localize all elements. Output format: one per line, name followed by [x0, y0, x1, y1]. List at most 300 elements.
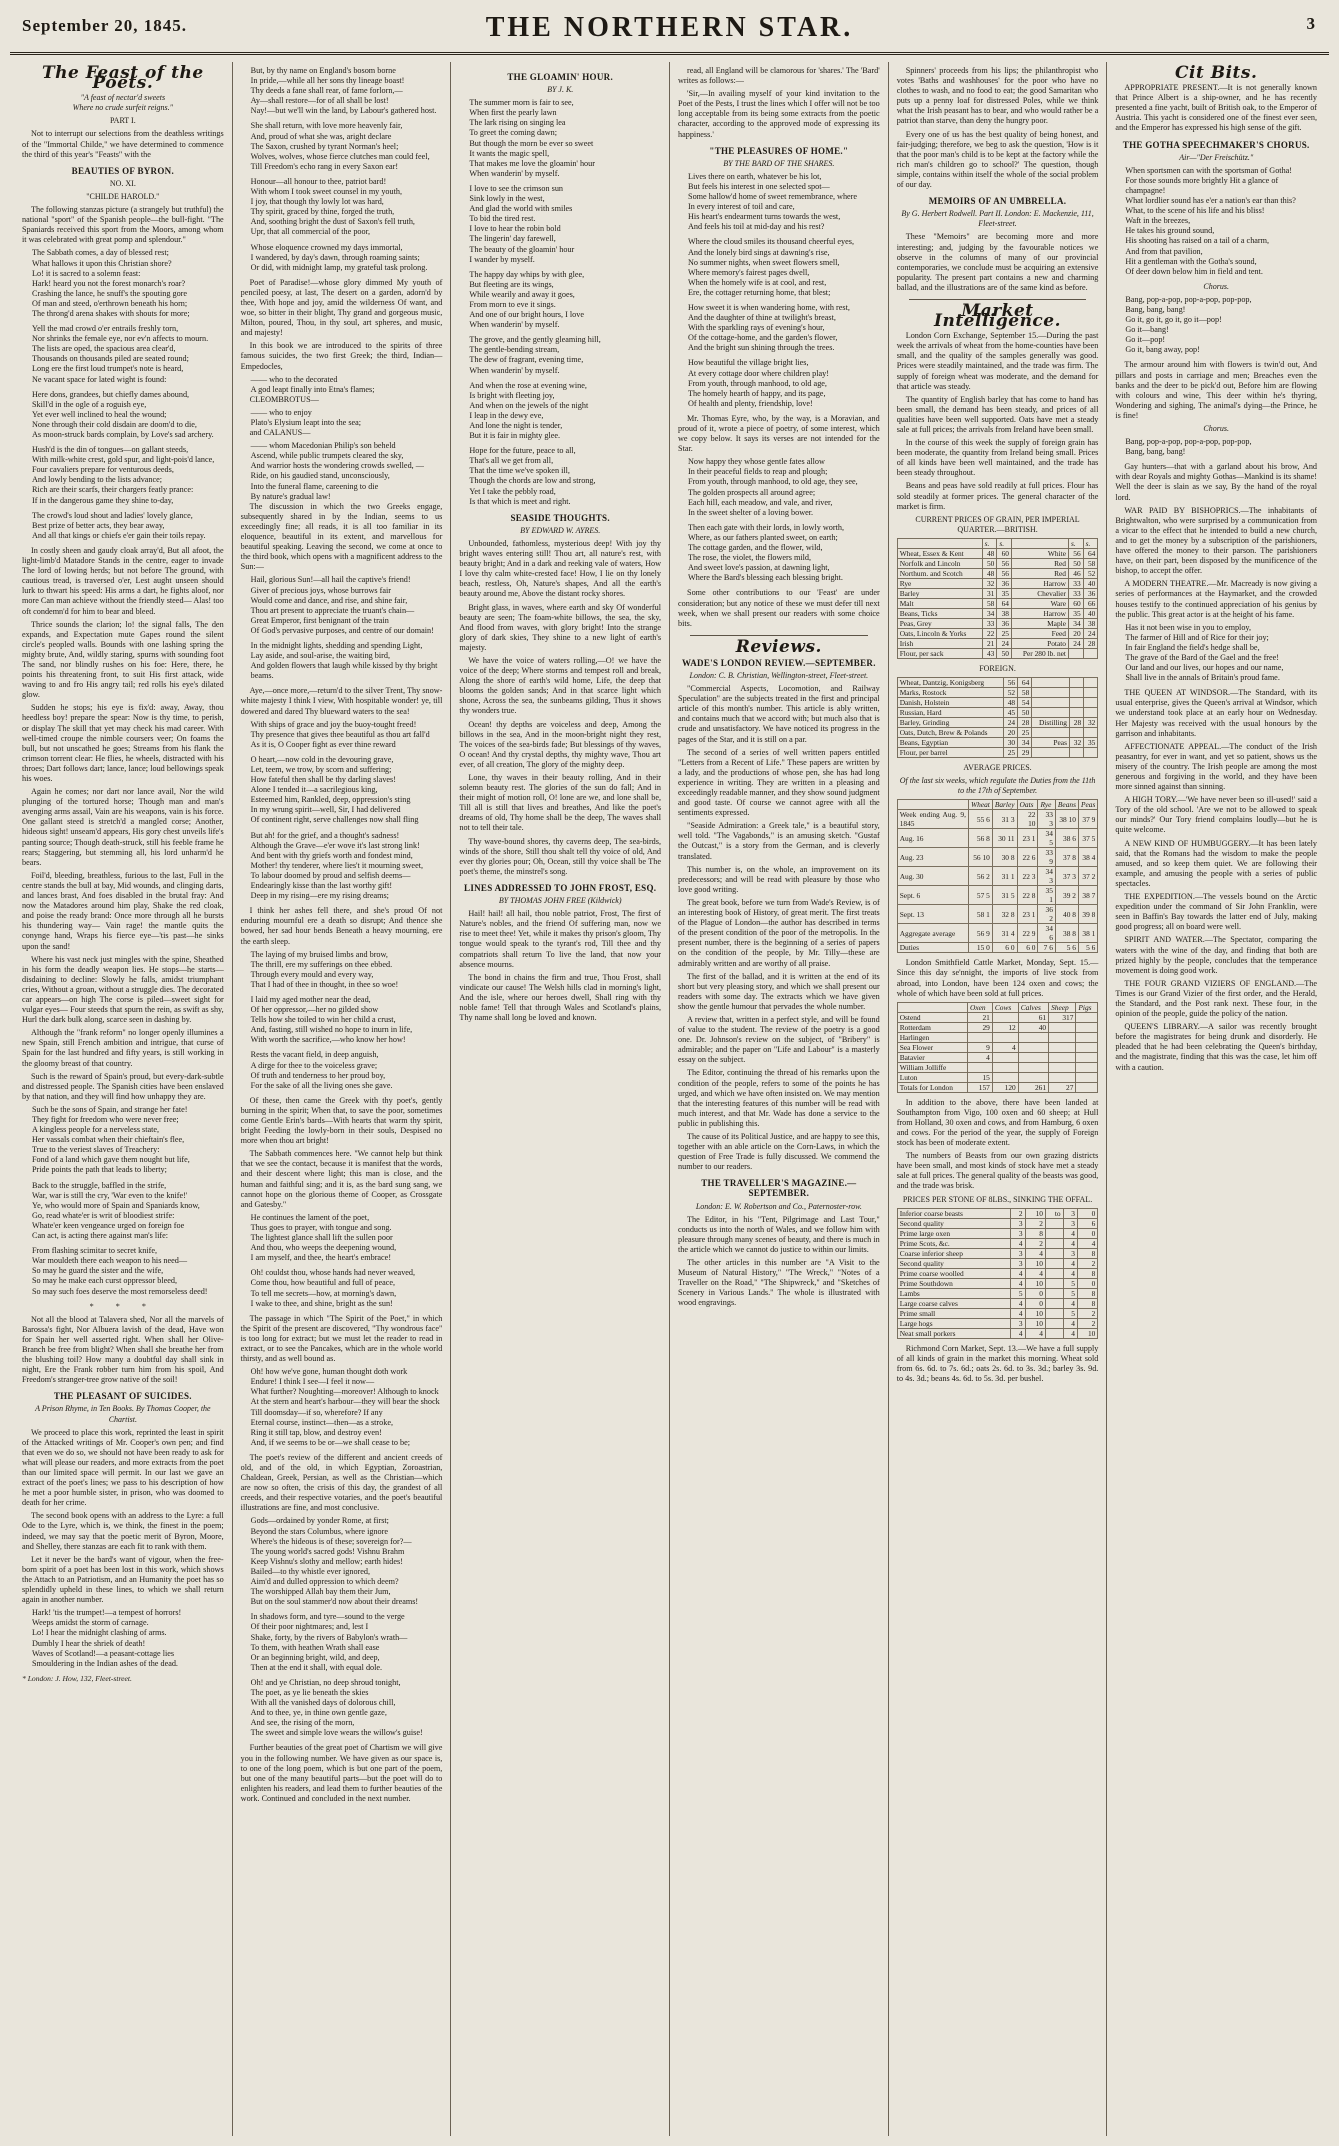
verse-line: Yet I take the pebbly road, [469, 486, 556, 496]
verse-line: Wolves, wolves, whose fierce clutches man could feel, [250, 151, 430, 161]
verse-line: The lingerin' day farewell, [469, 234, 556, 244]
table-cell [1045, 1278, 1063, 1288]
table-cell: 4 [1025, 1268, 1045, 1278]
table-cell: 34 5 [1038, 829, 1055, 848]
table-cell [1069, 698, 1083, 708]
table-row [897, 1042, 1098, 1052]
table-cell: 4 [1025, 1328, 1045, 1338]
table-row [897, 1278, 1098, 1288]
verse-line: And from that pavilion, [1125, 246, 1203, 256]
table-cell: 33 [1068, 578, 1083, 588]
table-cell: 34 3 [1038, 867, 1055, 886]
verse-line: What further? Noughting—moreover! Although to knock [250, 1387, 439, 1397]
review-title: WADE'S LONDON REVIEW.—SEPTEMBER. [681, 657, 876, 668]
table-cell: 4 [1063, 1268, 1077, 1278]
table-cell: Week ending Aug. 9, 1845 [897, 810, 968, 829]
verse-line: Each hill, each meadow, and vale, and river, [688, 497, 833, 507]
verse-line: Go it, bang away, pop! [1125, 345, 1200, 355]
average-prices-table [897, 799, 1099, 953]
verse-line: The thrill, ere my sufferings on thee ebbed. [250, 959, 393, 969]
table-cell [968, 1062, 993, 1072]
paragraph: In costly sheen and gaudy cloak array'd, But all afoot, the light-limb'd Matadore Stands in the centre, eager to invade The lord of lowing herds; but not before The ground, with cautious tread, is traversed o'er, Lest aught unseen should lurk to thwart his speed: His arms a dart, he fights aloof, nor more Can man achieve without the friendly steed— Alas! too oft condemn'd for him to bear and bleed. [22, 545, 224, 616]
table-row [897, 698, 1098, 708]
table-cell: Northum. and Scotch [897, 568, 982, 578]
stanza [241, 1516, 443, 1607]
table-row [897, 943, 1098, 953]
table-cell [968, 1032, 993, 1042]
verse-line: With worth the sacrifice,—who know her how! [250, 1035, 406, 1045]
verse-line: Lives there on earth, whatever be his lot, [688, 171, 822, 181]
table-cell: 5 [1063, 1308, 1077, 1318]
verse-line: And the lonely bird sings at dawning's rise, [688, 247, 830, 257]
table-cell: 6 [1077, 1218, 1097, 1228]
table-cell: 4 [1063, 1298, 1077, 1308]
verse-line: And all that kings or chiefs e'er gain their toils repay. [32, 530, 206, 540]
issue-date: September 20, 1845. [22, 16, 188, 35]
table-cell: 50 [982, 558, 997, 568]
table-cell [1076, 1082, 1098, 1092]
table-cell: 3 [1063, 1208, 1077, 1218]
verse-line: How fateful then shall be thy darling slaves! [250, 775, 396, 785]
table-cell: Sept. 6 [897, 886, 968, 905]
table-row [897, 598, 1098, 608]
paragraph: We have the voice of waters rolling,—O! we have the voice of the deep; Where storms and tempest roll and break, Along the shore of earth's wild home, Life, the deep that blooms the golden sands; And in that scarce light which shone, Across the sea, the sunbeams gilding, Thus it shows thy wonders true. [459, 655, 662, 716]
verse-line: That makes me love the gloamin' hour [469, 158, 595, 168]
verse-line: In shadows form, and tyre—sound to the verge [250, 1612, 405, 1622]
table-cell: 10 [1025, 1308, 1045, 1318]
verse-line: The Sabbath comes, a day of blessed rest; [32, 248, 169, 258]
table-cell: 35 1 [1038, 886, 1055, 905]
verse-line: How beautiful the village bright lies, [688, 358, 809, 368]
table-row [897, 1012, 1098, 1022]
table-cell [992, 1032, 1018, 1042]
table-cell: 24 [1003, 718, 1017, 728]
paragraph: The quantity of English barley that has come to hand has been small, the demand has been steady, and prices of all qualities have been well supported. Oats have met a steady sale at full prices; the arrivals from Ireland have been small. [896, 394, 1099, 434]
verse-line: Yet ever well inclined to heal the wound; [32, 409, 167, 419]
table-cell: 4 [1011, 1278, 1025, 1288]
table-cell: Prime small [897, 1308, 1011, 1318]
poem [241, 950, 443, 1091]
verse-line: Go it, go it, go it, go it—pop! [1125, 315, 1222, 325]
verse-line: But on the soul stammer'd now about their dreams! [250, 1597, 419, 1607]
verse-line: That the time we've spoken ill, [469, 466, 570, 476]
table-row [897, 829, 1098, 848]
paragraph: AFFECTIONATE APPEAL.—The conduct of the Irish peasantry, for ever in want, and yet so patient, shows us the misery of the country. The Irish people are among the most generous and forgiving in the world, and they have been more sinned against than sinning. [1115, 741, 1318, 792]
table-cell: 6 0 [992, 943, 1017, 953]
stanza [241, 1367, 443, 1448]
verse-line: Then each gate with their lords, in lowly worth, [688, 522, 844, 532]
table-cell: 28 [1083, 638, 1098, 648]
paragraph: Such is the reward of Spain's proud, but every-dark-subtle and distressed people. The Spanish cities have been enslaved by that nation, and they will find how unhappy they are. [22, 1071, 224, 1101]
verse-line: As moon-struck bards complain, by Love's sad archery. [32, 430, 214, 439]
verse-line: Yell the mad crowd o'er entrails freshly torn, [32, 324, 179, 334]
table-cell: 10 [1025, 1318, 1045, 1328]
verse-line: In their peaceful fields to reap and plough; [688, 467, 828, 477]
table-cell [1084, 708, 1098, 718]
column-5 [888, 62, 1107, 2136]
paragraph: Not all the blood at Talavera shed, Nor all the marvels of Barossa's fight, Nor Albuera lavish of the dead, Have won for Spain her well asserted right. When shall her Olive-Branch be free from blight? When shall she breathe her from the blushing toil? How many a doubtful day shall sink in night, Ere the Frank robber turn him from his spoil, And Freedom's stranger-tree grow native of the soil! [22, 1314, 224, 1385]
table-cell [1032, 678, 1070, 688]
verse-line: Can act, is acting there against man's life: [32, 1231, 169, 1241]
verse-line: None through their cold disdain are doom'd to die, [32, 419, 197, 429]
table-cell: Irish [897, 638, 982, 648]
table-header-cell [1012, 538, 1069, 548]
paragraph: The first of the ballad, and it is written at the end of its short but very pleasing story, and which we shall present our readers with some day. The extracts which we have given show the gentle humour that pervades the whole number. [678, 971, 880, 1011]
stanza [241, 995, 443, 1045]
table-cell [1084, 728, 1098, 738]
verse-line: Thy deeds a fane shall rear, of fame forlorn,— [250, 86, 403, 96]
table-row [897, 1258, 1098, 1268]
verse-line: Where the cloud smiles its thousand cheerful eyes, [688, 237, 854, 247]
table-cell: William Jolliffe [897, 1062, 967, 1072]
table-cell: Ware [1012, 598, 1069, 608]
verse-line: The crowd's loud shout and ladies' lovely glance, [32, 510, 193, 520]
poem-byline: BY THOMAS JOHN FREE (Kildwick) [498, 896, 622, 906]
verse-line: Tells how she toiled to win her child a crust, [250, 1015, 396, 1025]
table-cell: 28 [1069, 718, 1083, 728]
table-header-cell: Barley [992, 800, 1017, 810]
table-row [897, 648, 1098, 658]
page-number: 3 [1306, 14, 1315, 33]
verse-line: Bang, pop-a-pop, pop-a-pop, pop-pop, [1125, 294, 1252, 304]
verse-line: At every cottage door where children play! [688, 368, 829, 378]
table-cell: Prime Scots, &c. [897, 1238, 1011, 1248]
verse-line: From youth, through manhood, to old age, [688, 378, 827, 388]
verse-line: From youth, through manhood, to old age, they see, [688, 477, 858, 487]
poem-byline: BY THE BARD OF THE SHARES. [723, 158, 835, 168]
newspaper-title: THE NORTHERN STAR. [485, 12, 854, 43]
poem-title: THE GOTHA SPEECHMAKER'S CHORUS. [1122, 139, 1310, 150]
table-row [897, 568, 1098, 578]
table-cell [1032, 748, 1070, 758]
stanza [459, 446, 661, 507]
paragraph: "Commercial Aspects, Locomotion, and Railway Speculation" are the subjects treated in the first and principal article of this month's number. This article is ably written, and contains much that we accord with; but much also that is crude and unsatisfactory. We have noticed its progress in the pages of the Star, and it is still on a par. [678, 684, 880, 744]
table-cell: 5 [1011, 1288, 1025, 1298]
table-cell: 8 [1077, 1288, 1097, 1298]
grain-prices-table [897, 538, 1099, 659]
table-cell: 48 [982, 548, 997, 558]
table-cell [1049, 1052, 1076, 1062]
paragraph: SPIRIT AND WATER.—The Spectator, comparing the waters with the wine of the day, and finding that both are prized highly by the people, concludes that the temperance movement is doing good work. [1115, 935, 1318, 975]
paragraph: Unbounded, fathomless, mysterious deep! With joy thy bright waves entering still! Thou art, all nature's rest, with beauty bright; And in a dark and reeking vale of waters, How I love thy calm white-crested face! How, I lie on thy lonely beach, restless, Oh, Nature's shapes, And all the earth's beauty around me, Above the distant rocky shores. [459, 538, 662, 599]
paragraph: The poet's review of the different and ancient creeds of old, and of the old, in which Egyptian, Zoroastrian, Chaldean, Greek, Persian, as well as the Christian—which are now so often, the crisis of this day, the grandest of all creeds, and their respective votaries, and the poet's beautiful illustrations are fine, and most conclusive. [240, 1452, 443, 1513]
paragraph: Sudden he stops; his eye is fix'd: away, Away, thou heedless boy! prepare the spear: Now is thy time, to perish, or display The skill that yet may check his mad career. With well-timed croupe the nimble coursers veer; On foams the bull, but not unscathed he goes; Streams from his flank the crimson torrent clear: He flies, he wheels, distracted with his throes; Dart follows dart; lance, lance; loud bellowings speak his woes. [22, 703, 224, 783]
verse-line: Go, read whate'er is writ of bloodiest strife: [32, 1210, 175, 1220]
paragraph: The discussion in which the two Greeks engage, subsequently shared in by the Indian, seems to us exceedingly fine; all reads, it is all too familiar in its eloquence, beautiful in its extent, and marvellous for beautiful speaking. Leaving the second, we come at once to the third book, which opens with a magnificent address to the Sun:— [240, 501, 443, 572]
masthead-rule [10, 52, 1329, 55]
verse-line: Gods—ordained by yonder Rome, at first; [250, 1516, 389, 1526]
verse-line: I wake to thee, and shine, bright as the sun! [250, 1298, 393, 1308]
table-cell: 36 [997, 578, 1012, 588]
table-cell [1076, 1052, 1098, 1062]
table-cell [1084, 698, 1098, 708]
verse-line: With all the vanished days of dolorous chill, [250, 1698, 396, 1708]
stanza [459, 335, 661, 375]
verse-line: Upr, that all commercial of the poor, [250, 227, 371, 237]
footnote: * London: J. How, 132, Fleet-street. [22, 1673, 132, 1683]
verse-line: Back to the struggle, baffled in the strife, [32, 1180, 167, 1190]
verse-line: Then at the end it shall, with equal dole. [250, 1662, 383, 1672]
verse-line: True to the veriest slaves of Treachery: [32, 1145, 160, 1155]
paragraph: Every one of us has the best quality of being honest, and fair-judging; therefore, we beg to ask the question, 'How is it that the poor man's child is to be kept at the factory while the rich man's children go to school?' The question, though simple, contains within itself the whole of the social problem of our day. [896, 129, 1099, 190]
table-cell: 120 [992, 1082, 1018, 1092]
verse-line: Pride points the path that leads to liberty; [32, 1165, 167, 1175]
table-cell: 52 [1083, 568, 1098, 578]
verse-line: And, proud of what she was, aright declare [250, 131, 392, 141]
table-row [897, 608, 1098, 618]
table-cell: Distilling [1032, 718, 1070, 728]
poem [241, 1367, 443, 1448]
table-header-cell [897, 1002, 967, 1012]
verse-line: Has it not been wise in you to employ, [1125, 622, 1252, 632]
table-cell: 8 [1077, 1268, 1097, 1278]
verse-line: Lo! it is sacred to a solemn feast: [32, 268, 141, 278]
table-header-cell: Cows [992, 1002, 1018, 1012]
table-cell: 48 [982, 568, 997, 578]
verse-line: Great Emperor, first benignant of the train [250, 615, 389, 625]
table-cell: 22 [982, 628, 997, 638]
paragraph: Richmond Corn Market, Sept. 13.—We have a full supply of all kinds of grain in the market this morning. Wheat sold from 6s. 6d. to 7s. 6d.; oats 2s. 6d. to 3s. 3d.; barley 3s. 9d. to 4s. 3d.; beans 4s. 6d. to 5s. 3d. per bushel. [896, 1343, 1099, 1383]
verse-line: Ere, the cottager returning home, that blest; [688, 287, 831, 297]
table-cell: 4 [968, 1052, 993, 1062]
table-row [897, 1248, 1098, 1258]
table-cell [1032, 698, 1070, 708]
verse-line: In fair England the field's hedge shall be, [1125, 642, 1260, 652]
verse-line: The summer morn is fair to see, [469, 98, 574, 108]
verse-line: Of their poor nightmares; and, lest I [250, 1622, 369, 1632]
stanza [1115, 166, 1317, 277]
verse-line: Bang, bang, bang! [1125, 304, 1186, 314]
table-cell: Wheat, Essex & Kent [897, 548, 982, 558]
column-1 [14, 62, 232, 2136]
table-row [897, 810, 1098, 829]
verse-line: I love to see the crimson sun [469, 183, 564, 193]
stanza [22, 248, 224, 319]
cattle-imports-table [897, 1002, 1099, 1093]
paragraph: The second book opens with an address to the Lyre: a full Ode to the Lyre, which is, we think, the finest in the poem; indeed, we may say that the poetic merit of Byron, Moore, and Shelley, there stanzas are each fit to rank with them. [22, 1511, 224, 1551]
table-cell: 36 [1083, 588, 1098, 598]
table-cell: 10 [1025, 1258, 1045, 1268]
table-row [897, 638, 1098, 648]
table-cell [1045, 1268, 1063, 1278]
verse-line: Thy presence that gives thee beautiful as thou art fall'd [250, 729, 430, 739]
table-row [897, 708, 1098, 718]
table-cell: 23 1 [1017, 905, 1038, 924]
poem [678, 457, 880, 583]
table-cell: 261 [1018, 1082, 1048, 1092]
verse-line: Shake, forty, by the rivers of Babylon's wrath— [250, 1632, 408, 1642]
verse-line: I laid my aged mother near the dead, [250, 994, 371, 1004]
table-cell: 31 3 [992, 810, 1017, 829]
table-row [897, 1328, 1098, 1338]
verse-line: But though the morn be ever so sweet [469, 138, 594, 148]
stanza [241, 121, 443, 171]
table-cell [1049, 1042, 1076, 1052]
table-cell: 24 [1083, 628, 1098, 638]
table-cell [1069, 708, 1083, 718]
verse-line: At the stern and heart's harbour—they will bear the shock [250, 1397, 440, 1407]
table-cell: Red [1012, 558, 1069, 568]
table-cell: Prime Southdown [897, 1278, 1011, 1288]
table-cell: 38 [1083, 618, 1098, 628]
table-cell [1049, 1022, 1076, 1032]
table-cell: 5 6 [1055, 943, 1078, 953]
table-cell: 30 8 [992, 848, 1017, 867]
table-cell: 35 [997, 588, 1012, 598]
paragraph: In addition to the above, there have been landed at Southampton from Vigo, 100 oxen and 60 sheep; at Hull from Holland, 30 oxen and cows, and from Hamburg, 6 oxen and cows. For the period of the year, the supply of Foreign stock has been of moderate extent. [896, 1097, 1099, 1148]
table-cell: 34 [1068, 618, 1083, 628]
table-cell: 0 [1077, 1278, 1097, 1288]
table-cell [1045, 1258, 1063, 1268]
verse-line: Her vassals combat when their chieftain's flee, [32, 1135, 185, 1145]
table-cell: 2 [1025, 1218, 1045, 1228]
verse-line: What, to the scene of his life and his bliss! [1125, 206, 1265, 216]
verse-line: Aim'd and dulled oppression to which deem? [250, 1577, 399, 1587]
stanza [22, 324, 224, 385]
paragraph: The second of a series of well written papers entitled "Letters from a Recent of Life." These papers are written by a lady, and the productions of whose pen, she has had long experience in writing. They are written in a pleasing and exceedingly readable manner, and they show sound judgment and good taste. Of course we cannot agree with all the sentiments expressed. [678, 747, 880, 818]
verse-line: Of man and steed, o'erthrown beneath his horn; [32, 298, 188, 308]
table-row [897, 1288, 1098, 1298]
table-cell: 40 [1083, 608, 1098, 618]
intro-paragraph: Not to interrupt our selections from the deathless writings of the "Immortal Childe," we have determined to commence the third of this year's "Feasts" with the [22, 129, 224, 159]
verse-line: Giver of precious joys, whose burrows fair [250, 585, 391, 595]
stanza [22, 511, 224, 541]
table-cell: 32 8 [992, 905, 1017, 924]
table-cell: Wheat, Dantzig, Konigsberg [897, 678, 1003, 688]
verse-line: I am myself, and thee, the heart's embrace! [250, 1253, 392, 1263]
verse-line: The homely hearth of happy, and its page, [688, 388, 826, 398]
verse-line: When wanderin' by myself. [469, 168, 560, 178]
table-cell [1045, 1308, 1063, 1318]
book-title: THE PLEASANT OF SUICIDES. [53, 1391, 192, 1402]
stanza [241, 575, 443, 636]
table-cell: Inferior coarse beasts [897, 1208, 1011, 1218]
verse-line: Of God's pervasive purposes, and centre of our domain! [250, 625, 434, 635]
verse-line: Hit a gentleman with the Gotha's sound, [1125, 256, 1257, 266]
verse-line: And bent with thy griefs worth and fondest mind, [250, 850, 413, 860]
table-cell [1045, 1318, 1063, 1328]
table-cell: 2 [1077, 1318, 1097, 1328]
verse-line: But, by thy name on England's bosom borne [250, 66, 396, 75]
table-cell: Second quality [897, 1218, 1011, 1228]
table-cell [1045, 1238, 1063, 1248]
table-cell: 0 [1077, 1228, 1097, 1238]
article-heading: MEMOIRS OF AN UMBRELLA. [928, 196, 1067, 207]
table-cell: Peas [1032, 738, 1070, 748]
poem-title: SEASIDE THOUGHTS. [510, 512, 610, 523]
table-header-cell: Peas [1078, 800, 1097, 810]
table-cell: 15 [968, 1072, 993, 1082]
verse-line: I wandered, by day's dawn, through roaming saints; [250, 252, 420, 262]
verse-line: Hail, glorious Sun!—all hail the captive's friend! [250, 575, 411, 585]
table-title: AVERAGE PRICES. [963, 763, 1032, 773]
paragraph: London Corn Exchange, September 15.—During the past week the arrivals of wheat from the home-counties have been small, and the quality of the samples generally was good. Prices were steadily maintained, and the trade was firm. The supply of foreign wheat was moderate, and the demand for that article was steady. [896, 331, 1099, 391]
verse-line: His shooting has raised on a tail of a charm, [1125, 236, 1270, 246]
review-title: THE TRAVELLER'S MAGAZINE.—SEPTEMBER. [701, 1178, 857, 1199]
verse-line: From flashing scimitar to secret knife, [32, 1246, 158, 1256]
verse-line: And to thee, ye, in thine own gentle gaze, [250, 1708, 387, 1718]
paragraph: Further beauties of the great poet of Chartism we will give you in the following number. We have given as our space is, to one of the long poem, which is but one part of the poem, but one of the many beautiful parts—but the poet will do to enlighten his readers, and lead them to further beauties of the work. Continued and concluded in the next number. [240, 1743, 443, 1803]
stanza [241, 1612, 443, 1673]
table-row [897, 678, 1098, 688]
table-row [897, 628, 1098, 638]
paragraph: Thy wave-bound shores, thy caverns deep, The sea-birds, winds of the shore, Still thou shalt tell thy voice of old, And ever thy glories pour; Oh, Ocean, still thy voice shall be The poet's theme, the minstrel's song. [459, 836, 662, 876]
table-cell [1076, 1072, 1098, 1082]
verse-line: And golden flowers that laugh while kissed by thy bright beams. [250, 661, 438, 681]
table-cell: 50 [1018, 708, 1032, 718]
verse-line: Of her oppressor,—her no gilded show [250, 1005, 379, 1015]
verse-line: Best prize of better acts, they bear away, [32, 520, 165, 530]
paragraph: Mr. Thomas Eyre, who, by the way, is a Moravian, and proud of it, wrote a piece of poetry, of some interest, which we copy below. It says its verses are not intended for the Star. [678, 413, 880, 454]
verse-line: What lordlier sound has e'er a nation's ear than this? [1125, 196, 1296, 206]
verse-line: So may such foes deserve the most remorseless deed! [32, 1286, 208, 1296]
table-cell: 4 [1011, 1328, 1025, 1338]
table-header-row [897, 538, 1098, 548]
verse-line: Of health and plenty, friendship, love! [688, 398, 813, 408]
paragraph: THE EXPEDITION.—The vessels bound on the Arctic expedition under the command of Sir John Franklin, were seen in Baffin's Bay towards the latter end of July, making good progress; all on board were well. [1115, 892, 1318, 932]
stanza [241, 831, 443, 902]
table-cell: Flour, per barrel [897, 748, 1003, 758]
paragraph: In the course of this week the supply of foreign grain has been moderate, the quantity from Ireland being small. Prices of all kinds have been well maintained, and the trade has been steady throughout. [896, 438, 1099, 478]
verse-line: With ships of grace and joy the buoy-tought freed! [250, 719, 417, 729]
section-title-bits: Cit Bits. [1174, 63, 1258, 83]
table-cell: 23 1 [1017, 829, 1038, 848]
verse-line: With milk-white crest, gold spur, and light-pois'd lance, [32, 455, 215, 465]
paragraph: Let it never be the bard's want of vigour, when the free-born spirit of a poet has been lost in this work, which shows the Attach to an Patriotism, and an Humanity the poet has so splendidly upheld in these lines, to which we shall return again in another number. [22, 1554, 224, 1605]
poem-byline: BY EDWARD W. AYRES. [520, 525, 601, 535]
verse-line: Or an beginning bright, wild, and deep, [250, 1652, 380, 1662]
table-cell: 4 [1025, 1248, 1045, 1258]
table-cell: 57 5 [968, 886, 992, 905]
table-cell [1068, 648, 1083, 658]
table-cell: Marks, Rostock [897, 688, 1003, 698]
verse-line: Whate'er keen vengeance urged on foreign foe [32, 1220, 185, 1230]
table-cell [1018, 1032, 1048, 1042]
table-cell: Sept. 13 [897, 905, 968, 924]
table-cell: 38 6 [1055, 829, 1078, 848]
table-cell: Prime coarse woolled [897, 1268, 1011, 1278]
table-cell: Barley [897, 588, 982, 598]
table-cell [1018, 1052, 1048, 1062]
table-header-cell: s. [982, 538, 997, 548]
paragraph: The Editor, in his "Tent, Pilgrimage and Last Tour," conducts us into the north of Wales, and we follow him with pleasure through many scenes of beauty, and there is much in the article which we cannot do justice to within our limits. [678, 1214, 880, 1254]
paragraph: Foil'd, bleeding, breathless, furious to the last, Full in the centre stands the bull at bay, Mid wounds, and clinging darts, and lances brast, And foes disabled in the brutal fray: And now the Matadores around him play, Shake the red cloak, and poise the ready brand: Once more through all he bursts his thundering way— Vain rage! the mantle quits the conynge hand, Wraps his fierce eye—'tis past—he sinks upon the sand! [22, 870, 224, 951]
table-cell: Per 280 lb. net [1012, 648, 1069, 658]
poem [22, 1608, 224, 1669]
table-cell: 58 [1083, 558, 1098, 568]
table-cell: 5 6 [1078, 943, 1097, 953]
verse-line: Go it—pop! [1125, 335, 1166, 345]
paragraph: Ocean! thy depths are voiceless and deep, Among the billows in the sea, And in the moon-bright night they rest, The voices of the sea-birds fade; But blessings of thy waves, O ocean! And thy crystal depths, thy mighty wave, Thou art ever, of all creation, The glory of the mighty deep. [459, 719, 662, 769]
verse-line: Smouldering in the Indian ashes of the dead. [32, 1658, 178, 1668]
verse-line: A kingless people for a nerveless state, [32, 1125, 160, 1135]
verse-line: The grove, and the gently gleaming hill, [469, 335, 601, 345]
column-4 [669, 62, 888, 2136]
table-cell [992, 1072, 1018, 1082]
table-cell: 10 [1077, 1328, 1097, 1338]
table-header-cell: Pigs [1076, 1002, 1098, 1012]
table-cell: 27 [1049, 1082, 1076, 1092]
paragraph: APPROPRIATE PRESENT.—It is not generally known that Prince Albert is a ship-owner, and he has recently presented a fine yacht, built of British oak, to the Emperor of Austria. This yacht is considered one of the finest ever seen, and the Emperor has expressed his high sense of the gift. [1115, 83, 1318, 133]
table-row [897, 1238, 1098, 1248]
table-cell: 2 [1025, 1238, 1045, 1248]
verse-line: The young world's sacred gods! Vishnu Brahm [250, 1546, 405, 1556]
table-cell: 31 5 [992, 886, 1017, 905]
table-cell: 38 [997, 608, 1012, 618]
table-cell: 7 6 [1038, 943, 1055, 953]
quote: —— who to the decorated A god leapt finally into Etna's flames; [250, 374, 375, 394]
table-cell: Large hogs [897, 1318, 1011, 1328]
